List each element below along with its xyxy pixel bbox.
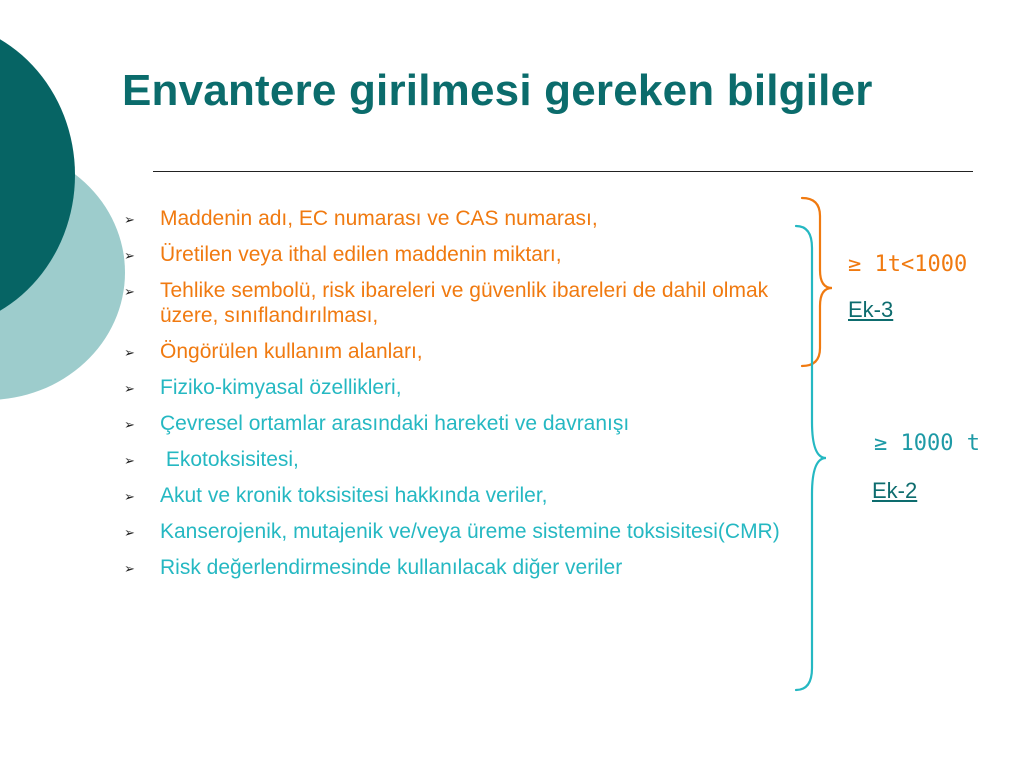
list-item-text: Ekotoksisitesi, [160, 448, 299, 471]
bullet-arrow-icon: ➢ [124, 561, 135, 576]
list-item [120, 339, 810, 364]
list-item [120, 555, 810, 580]
bullet-arrow-icon: ➢ [124, 248, 135, 263]
bullet-arrow-icon: ➢ [124, 381, 135, 396]
bullet-list [120, 206, 810, 591]
list-item-text: Risk değerlendirmesinde kullanılacak diğer veriler [160, 556, 623, 579]
list-item [120, 447, 810, 472]
list-item-text: Üretilen veya ithal edilen maddenin miktarı, [160, 243, 562, 266]
bullet-arrow-icon: ➢ [124, 525, 135, 540]
group2-range-label: ≥ 1000 t [874, 431, 980, 456]
orange-brace [802, 198, 832, 366]
title-divider [153, 171, 973, 172]
list-item [120, 206, 810, 231]
list-item-text: Fiziko-kimyasal özellikleri, [160, 376, 402, 399]
bullet-arrow-icon: ➢ [124, 489, 135, 504]
list-item-text: Kanserojenik, mutajenik ve/veya üreme sistemine toksisitesi(CMR) [160, 520, 780, 543]
bullet-arrow-icon: ➢ [124, 284, 135, 299]
bullet-arrow-icon: ➢ [124, 345, 135, 360]
list-item-text: Akut ve kronik toksisitesi hakkında veriler, [160, 484, 548, 507]
ek-3-link[interactable]: Ek-3 [848, 297, 894, 322]
list-item [120, 278, 810, 328]
list-item [120, 242, 810, 267]
list-item-text: Çevresel ortamlar arasındaki hareketi ve davranışı [160, 412, 630, 435]
ek-2-link[interactable]: Ek-2 [872, 478, 918, 503]
list-item-text: Öngörülen kullanım alanları, [160, 340, 423, 363]
list-item [120, 519, 810, 544]
list-item-text: Tehlike sembolü, risk ibareleri ve güvenlik ibareleri de dahil olmak üzere, sınıflandırılması, [160, 279, 769, 327]
list-item-text: Maddenin adı, EC numarası ve CAS numarası, [160, 207, 598, 230]
list-item [120, 483, 810, 508]
slide-title: Envantere girilmesi gereken bilgiler [122, 66, 873, 115]
bullet-arrow-icon: ➢ [124, 417, 135, 432]
list-item [120, 375, 810, 400]
group1-range-label: ≥ 1t<1000 [848, 252, 968, 277]
list-item [120, 411, 810, 436]
bullet-arrow-icon: ➢ [124, 453, 135, 468]
bullet-arrow-icon: ➢ [124, 212, 135, 227]
